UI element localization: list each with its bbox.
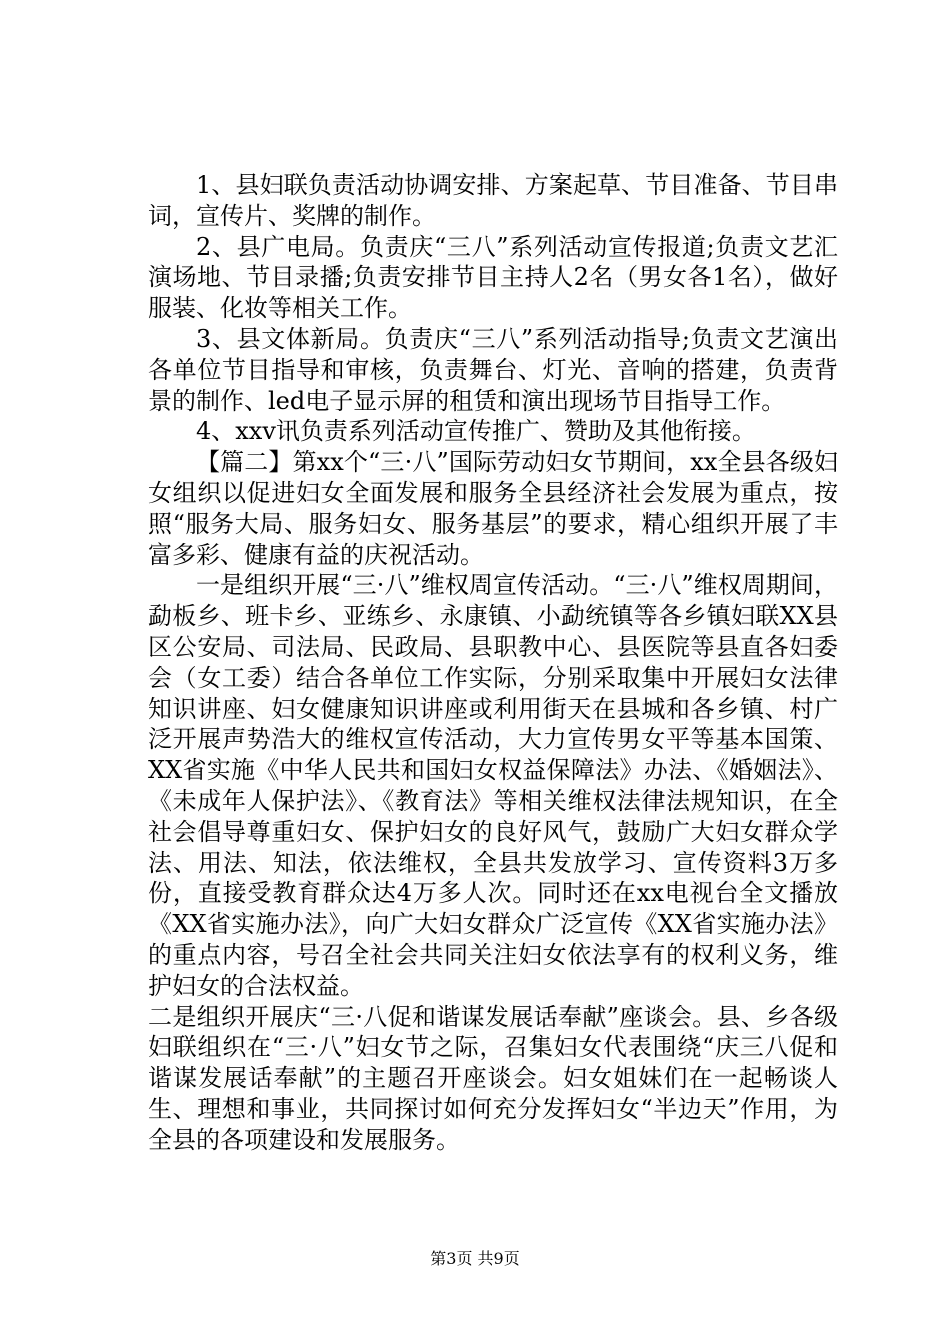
paragraph-1: 1、县妇联负责活动协调安排、方案起草、节目准备、节目串词，宣传片、奖牌的制作。 [148,171,838,230]
paragraph-2: 2、县广电局。负责庆“三八”系列活动宣传报道;负责文艺汇演场地、节目录播;负责安排节目主持人2名（男女各1名），做好服装、化妆等相关工作。 [148,232,838,323]
page-footer: 第3页 共9页 [430,1249,520,1268]
paragraph-6: 一是组织开展“三·八”维权周宣传活动。“三·八”维权周期间，勐板乡、班卡乡、亚练乡、永康镇、小勐统镇等各乡镇妇联XX县区公安局、司法局、民政局、县职教中心、县医院等县直各妇委会（女工委）结合各单位工作实际，分别采取集中开展妇女法律知识讲座、妇女健康知识讲座或利用街天在县城和各乡镇、村广泛开展声势浩大的维权宣传活动，大力宣传男女平等基本国策、XX省实施《中华人民共和国妇女权益保障法》办法、《婚姻法》、《未成年人保护法》、《教育法》等相关维权法律法规知识，在全社会倡导尊重妇女、保护妇女的良好风气，鼓励广大妇女群众学法、用法、知法，依法维权，全县共发放学习、宣传资料3万多份，直接受教育群众达4万多人次。同时还在xx电视台全文播放《XX省实施办法》，向广大妇女群众广泛宣传《XX省实施办法》的重点内容，号召全社会共同关注妇女依法享有的权利义务，维护妇女的合法权益。 [148,571,838,1000]
paragraph-7: 二是组织开展庆“三·八促和谐谋发展话奉献”座谈会。县、乡各级妇联组织在“三·八”妇女节之际，召集妇女代表围绕“庆三八促和谐谋发展话奉献”的主题召开座谈会。妇女姐妹们在一起畅谈人生、理想和事业，共同探讨如何充分发挥妇女“半边天”作用，为全县的各项建设和发展服务。 [148,1002,838,1154]
paragraph-3: 3、县文体新局。负责庆“三八”系列活动指导;负责文艺演出各单位节目指导和审核，负责舞台、灯光、音响的搭建，负责背景的制作、led电子显示屏的租赁和演出现场节目指导工作。 [148,324,838,415]
paragraph-4: 4、xxv讯负责系列活动宣传推广、赞助及其他衔接。 [196,417,756,446]
document-body [148,170,838,1156]
paragraph-5: 【篇二】第xx个“三·八”国际劳动妇女节期间，xx全县各级妇女组织以促进妇女全面发展和服务全县经济社会发展为重点，按照“服务大局、服务妇女、服务基层”的要求，精心组织开展了丰富多彩、健康有益的庆祝活动。 [148,448,838,569]
